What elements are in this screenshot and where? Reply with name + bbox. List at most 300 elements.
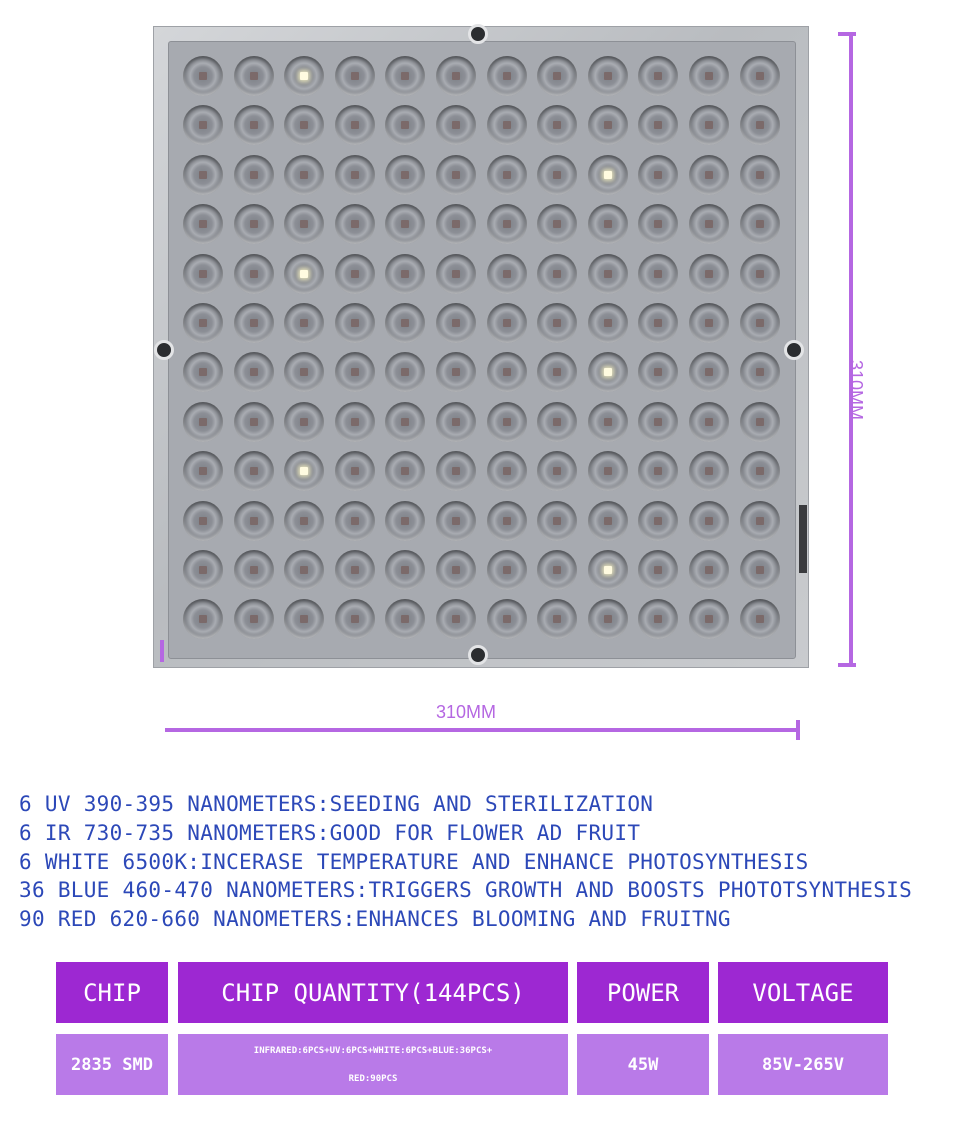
led-chip <box>654 270 662 278</box>
led-cell <box>335 501 375 541</box>
led-chip <box>401 270 409 278</box>
led-chip <box>351 517 359 525</box>
led-chip <box>756 270 764 278</box>
led-cell <box>740 501 780 541</box>
value-chip: 2835 SMD <box>56 1034 168 1095</box>
led-cell <box>487 56 527 96</box>
led-cell <box>689 155 729 195</box>
led-cell <box>436 155 476 195</box>
led-chip <box>705 517 713 525</box>
led-cell <box>588 303 628 343</box>
led-chip <box>401 517 409 525</box>
led-cell <box>689 402 729 442</box>
led-cell <box>740 599 780 639</box>
led-chip <box>250 566 258 574</box>
led-chip <box>705 368 713 376</box>
led-chip <box>199 517 207 525</box>
led-chip <box>654 368 662 376</box>
led-chip <box>654 72 662 80</box>
led-chip <box>300 418 308 426</box>
led-cell <box>284 155 324 195</box>
led-cell <box>740 56 780 96</box>
led-cell <box>183 402 223 442</box>
led-chip <box>604 121 612 129</box>
led-chip <box>199 171 207 179</box>
led-chip <box>452 418 460 426</box>
led-chip <box>654 319 662 327</box>
led-cell <box>588 56 628 96</box>
led-cell <box>385 599 425 639</box>
led-cell <box>284 451 324 491</box>
led-cell <box>487 550 527 590</box>
led-chip <box>452 467 460 475</box>
led-cell <box>689 254 729 294</box>
led-cell <box>335 303 375 343</box>
led-chip <box>250 220 258 228</box>
led-chip <box>300 72 308 80</box>
led-cell <box>588 105 628 145</box>
led-chip <box>300 171 308 179</box>
led-cell <box>537 105 577 145</box>
led-chip <box>654 418 662 426</box>
led-cell <box>183 501 223 541</box>
led-chip <box>199 319 207 327</box>
led-cell <box>588 204 628 244</box>
led-chip <box>300 615 308 623</box>
led-chip <box>553 615 561 623</box>
led-chip <box>351 270 359 278</box>
led-cell <box>234 352 274 392</box>
led-chip <box>250 418 258 426</box>
led-chip <box>452 615 460 623</box>
spec-line: 90 RED 620-660 NANOMETERS:ENHANCES BLOOMING AND FRUITNG <box>19 907 731 932</box>
led-chip <box>401 615 409 623</box>
led-cell <box>183 599 223 639</box>
led-cell <box>183 254 223 294</box>
led-cell <box>183 155 223 195</box>
led-cell <box>385 501 425 541</box>
led-chip <box>199 270 207 278</box>
led-cell <box>183 303 223 343</box>
led-cell <box>487 204 527 244</box>
led-cell <box>436 352 476 392</box>
led-chip <box>503 566 511 574</box>
led-cell <box>335 204 375 244</box>
led-cell <box>689 550 729 590</box>
led-cell <box>588 254 628 294</box>
led-chip <box>401 368 409 376</box>
led-chip <box>199 72 207 80</box>
led-chip <box>756 566 764 574</box>
led-cell <box>234 105 274 145</box>
led-chip <box>250 319 258 327</box>
height-dimension-cap-top <box>838 32 856 36</box>
led-chip <box>654 121 662 129</box>
led-array <box>168 41 796 659</box>
led-chip <box>654 220 662 228</box>
led-cell <box>436 402 476 442</box>
height-dimension-line <box>849 32 853 666</box>
led-chip <box>604 270 612 278</box>
led-cell <box>487 501 527 541</box>
led-cell <box>689 501 729 541</box>
led-cell <box>537 501 577 541</box>
led-cell <box>537 550 577 590</box>
led-cell <box>234 451 274 491</box>
led-chip <box>503 72 511 80</box>
led-chip <box>553 368 561 376</box>
led-chip <box>401 121 409 129</box>
led-chip <box>654 467 662 475</box>
led-cell <box>588 402 628 442</box>
led-chip <box>553 517 561 525</box>
led-cell <box>537 254 577 294</box>
led-chip <box>250 615 258 623</box>
led-cell <box>284 254 324 294</box>
led-chip <box>756 121 764 129</box>
led-chip <box>553 121 561 129</box>
led-cell <box>487 105 527 145</box>
led-chip <box>401 220 409 228</box>
led-cell <box>234 303 274 343</box>
led-cell <box>638 56 678 96</box>
led-cell <box>638 204 678 244</box>
led-cell <box>487 155 527 195</box>
led-cell <box>740 155 780 195</box>
led-chip <box>351 615 359 623</box>
led-cell <box>385 451 425 491</box>
led-chip <box>351 566 359 574</box>
led-cell <box>436 599 476 639</box>
led-chip <box>553 467 561 475</box>
led-cell <box>638 550 678 590</box>
led-cell <box>638 155 678 195</box>
led-chip <box>553 171 561 179</box>
led-cell <box>436 204 476 244</box>
led-chip <box>452 171 460 179</box>
led-cell <box>335 550 375 590</box>
led-cell <box>588 550 628 590</box>
led-grow-panel <box>153 26 809 668</box>
led-cell <box>436 303 476 343</box>
led-cell <box>385 402 425 442</box>
led-cell <box>335 352 375 392</box>
led-chip <box>654 517 662 525</box>
led-cell <box>284 550 324 590</box>
led-chip <box>553 72 561 80</box>
led-cell <box>638 352 678 392</box>
value-chip-quantity-line2: RED:90PCS <box>348 1073 398 1084</box>
led-cell <box>385 303 425 343</box>
led-chip <box>503 220 511 228</box>
led-cell <box>385 56 425 96</box>
mount-hole-top <box>468 24 488 44</box>
led-chip <box>604 368 612 376</box>
led-chip <box>654 171 662 179</box>
led-chip <box>452 368 460 376</box>
led-cell <box>740 451 780 491</box>
header-chip-quantity: CHIP QUANTITY(144PCS) <box>178 962 568 1023</box>
led-cell <box>537 204 577 244</box>
led-chip <box>250 517 258 525</box>
led-cell <box>234 254 274 294</box>
led-chip <box>199 467 207 475</box>
led-cell <box>335 451 375 491</box>
led-chip <box>300 566 308 574</box>
led-cell <box>487 254 527 294</box>
led-cell <box>335 402 375 442</box>
led-cell <box>537 402 577 442</box>
led-cell <box>183 352 223 392</box>
led-cell <box>689 204 729 244</box>
led-cell <box>183 105 223 145</box>
led-chip <box>604 566 612 574</box>
led-cell <box>335 599 375 639</box>
led-cell <box>385 204 425 244</box>
led-chip <box>705 418 713 426</box>
led-cell <box>284 501 324 541</box>
led-chip <box>604 615 612 623</box>
led-chip <box>553 319 561 327</box>
led-cell <box>588 599 628 639</box>
led-cell <box>588 451 628 491</box>
header-power: POWER <box>577 962 709 1023</box>
led-chip <box>604 220 612 228</box>
led-cell <box>385 105 425 145</box>
led-chip <box>705 220 713 228</box>
led-cell <box>638 402 678 442</box>
led-chip <box>300 517 308 525</box>
led-cell <box>436 550 476 590</box>
led-cell <box>234 501 274 541</box>
led-chip <box>553 418 561 426</box>
width-dimension-line <box>165 728 799 732</box>
led-chip <box>756 319 764 327</box>
led-cell <box>638 451 678 491</box>
led-cell <box>436 254 476 294</box>
led-chip <box>756 467 764 475</box>
led-chip <box>452 220 460 228</box>
led-chip <box>604 418 612 426</box>
led-chip <box>452 517 460 525</box>
led-cell <box>436 105 476 145</box>
led-chip <box>300 319 308 327</box>
led-cell <box>487 599 527 639</box>
led-cell <box>487 402 527 442</box>
led-chip <box>452 566 460 574</box>
led-cell <box>689 56 729 96</box>
led-chip <box>503 171 511 179</box>
led-cell <box>740 402 780 442</box>
led-cell <box>436 501 476 541</box>
led-cell <box>537 599 577 639</box>
led-chip <box>756 615 764 623</box>
led-chip <box>401 72 409 80</box>
led-cell <box>537 303 577 343</box>
mount-hole-bottom <box>468 645 488 665</box>
led-chip <box>705 72 713 80</box>
mount-hole-left <box>154 340 174 360</box>
led-chip <box>503 368 511 376</box>
led-cell <box>689 303 729 343</box>
led-cell <box>740 303 780 343</box>
led-chip <box>705 615 713 623</box>
led-chip <box>654 615 662 623</box>
led-chip <box>452 319 460 327</box>
led-cell <box>689 105 729 145</box>
corner-marker <box>160 640 164 662</box>
led-cell <box>689 451 729 491</box>
led-chip <box>401 319 409 327</box>
led-cell <box>234 155 274 195</box>
power-connector <box>799 505 807 573</box>
led-cell <box>740 550 780 590</box>
led-chip <box>604 72 612 80</box>
led-chip <box>756 220 764 228</box>
led-chip <box>705 171 713 179</box>
led-chip <box>452 72 460 80</box>
led-chip <box>351 418 359 426</box>
led-cell <box>183 550 223 590</box>
led-chip <box>756 368 764 376</box>
led-chip <box>300 121 308 129</box>
led-chip <box>300 270 308 278</box>
led-chip <box>553 566 561 574</box>
led-chip <box>705 467 713 475</box>
led-chip <box>250 467 258 475</box>
led-chip <box>604 171 612 179</box>
led-chip <box>705 566 713 574</box>
led-chip <box>705 270 713 278</box>
led-chip <box>401 566 409 574</box>
led-cell <box>385 155 425 195</box>
led-cell <box>638 105 678 145</box>
led-cell <box>487 303 527 343</box>
led-chip <box>250 368 258 376</box>
led-chip <box>503 418 511 426</box>
led-chip <box>199 220 207 228</box>
led-cell <box>436 56 476 96</box>
value-power: 45W <box>577 1034 709 1095</box>
led-chip <box>604 319 612 327</box>
led-chip <box>250 72 258 80</box>
led-cell <box>740 254 780 294</box>
led-cell <box>284 352 324 392</box>
led-chip <box>604 467 612 475</box>
led-chip <box>199 566 207 574</box>
led-chip <box>503 467 511 475</box>
spec-list <box>19 790 912 934</box>
led-chip <box>199 418 207 426</box>
led-chip <box>300 368 308 376</box>
led-chip <box>351 368 359 376</box>
led-cell <box>385 550 425 590</box>
spec-line: 6 IR 730-735 NANOMETERS:GOOD FOR FLOWER AD FRUIT <box>19 820 641 845</box>
led-cell <box>740 352 780 392</box>
led-chip <box>351 319 359 327</box>
led-chip <box>553 270 561 278</box>
led-chip <box>452 121 460 129</box>
led-chip <box>756 171 764 179</box>
led-cell <box>537 451 577 491</box>
led-cell <box>638 599 678 639</box>
led-cell <box>689 352 729 392</box>
led-cell <box>740 105 780 145</box>
led-cell <box>284 402 324 442</box>
led-cell <box>689 599 729 639</box>
led-chip <box>300 220 308 228</box>
height-dimension-label: 310MM <box>846 360 866 421</box>
led-chip <box>503 517 511 525</box>
led-chip <box>503 319 511 327</box>
led-chip <box>250 171 258 179</box>
led-cell <box>183 204 223 244</box>
led-chip <box>452 270 460 278</box>
led-cell <box>740 204 780 244</box>
led-chip <box>351 467 359 475</box>
led-chip <box>351 72 359 80</box>
led-chip <box>503 270 511 278</box>
led-chip <box>351 121 359 129</box>
led-cell <box>335 56 375 96</box>
led-cell <box>335 155 375 195</box>
led-chip <box>756 418 764 426</box>
led-chip <box>705 319 713 327</box>
led-chip <box>401 171 409 179</box>
led-cell <box>487 352 527 392</box>
led-chip <box>654 566 662 574</box>
height-dimension-cap-bottom <box>838 663 856 667</box>
value-chip-quantity-line1: INFRARED:6PCS+UV:6PCS+WHITE:6PCS+BLUE:36PCS+ <box>253 1045 493 1056</box>
led-cell <box>284 599 324 639</box>
led-chip <box>756 72 764 80</box>
led-cell <box>537 56 577 96</box>
led-chip <box>401 467 409 475</box>
led-cell <box>588 352 628 392</box>
led-cell <box>638 254 678 294</box>
led-cell <box>487 451 527 491</box>
led-cell <box>588 501 628 541</box>
led-cell <box>284 204 324 244</box>
led-cell <box>588 155 628 195</box>
spec-line: 6 WHITE 6500K:INCERASE TEMPERATURE AND ENHANCE PHOTOSYNTHESIS <box>19 849 809 874</box>
led-chip <box>300 467 308 475</box>
led-chip <box>199 121 207 129</box>
led-cell <box>335 254 375 294</box>
led-chip <box>756 517 764 525</box>
led-chip <box>553 220 561 228</box>
led-chip <box>351 220 359 228</box>
width-dimension-label: 310MM <box>436 702 497 722</box>
led-cell <box>537 155 577 195</box>
led-cell <box>385 352 425 392</box>
led-chip <box>705 121 713 129</box>
led-cell <box>284 56 324 96</box>
header-chip: CHIP <box>56 962 168 1023</box>
value-voltage: 85V-265V <box>718 1034 888 1095</box>
led-cell <box>638 501 678 541</box>
led-cell <box>234 402 274 442</box>
led-cell <box>234 599 274 639</box>
led-cell <box>234 56 274 96</box>
led-cell <box>234 550 274 590</box>
mount-hole-right <box>784 340 804 360</box>
led-cell <box>335 105 375 145</box>
header-voltage: VOLTAGE <box>718 962 888 1023</box>
width-dimension-cap <box>796 720 800 740</box>
led-chip <box>604 517 612 525</box>
value-chip-quantity <box>178 1034 568 1095</box>
